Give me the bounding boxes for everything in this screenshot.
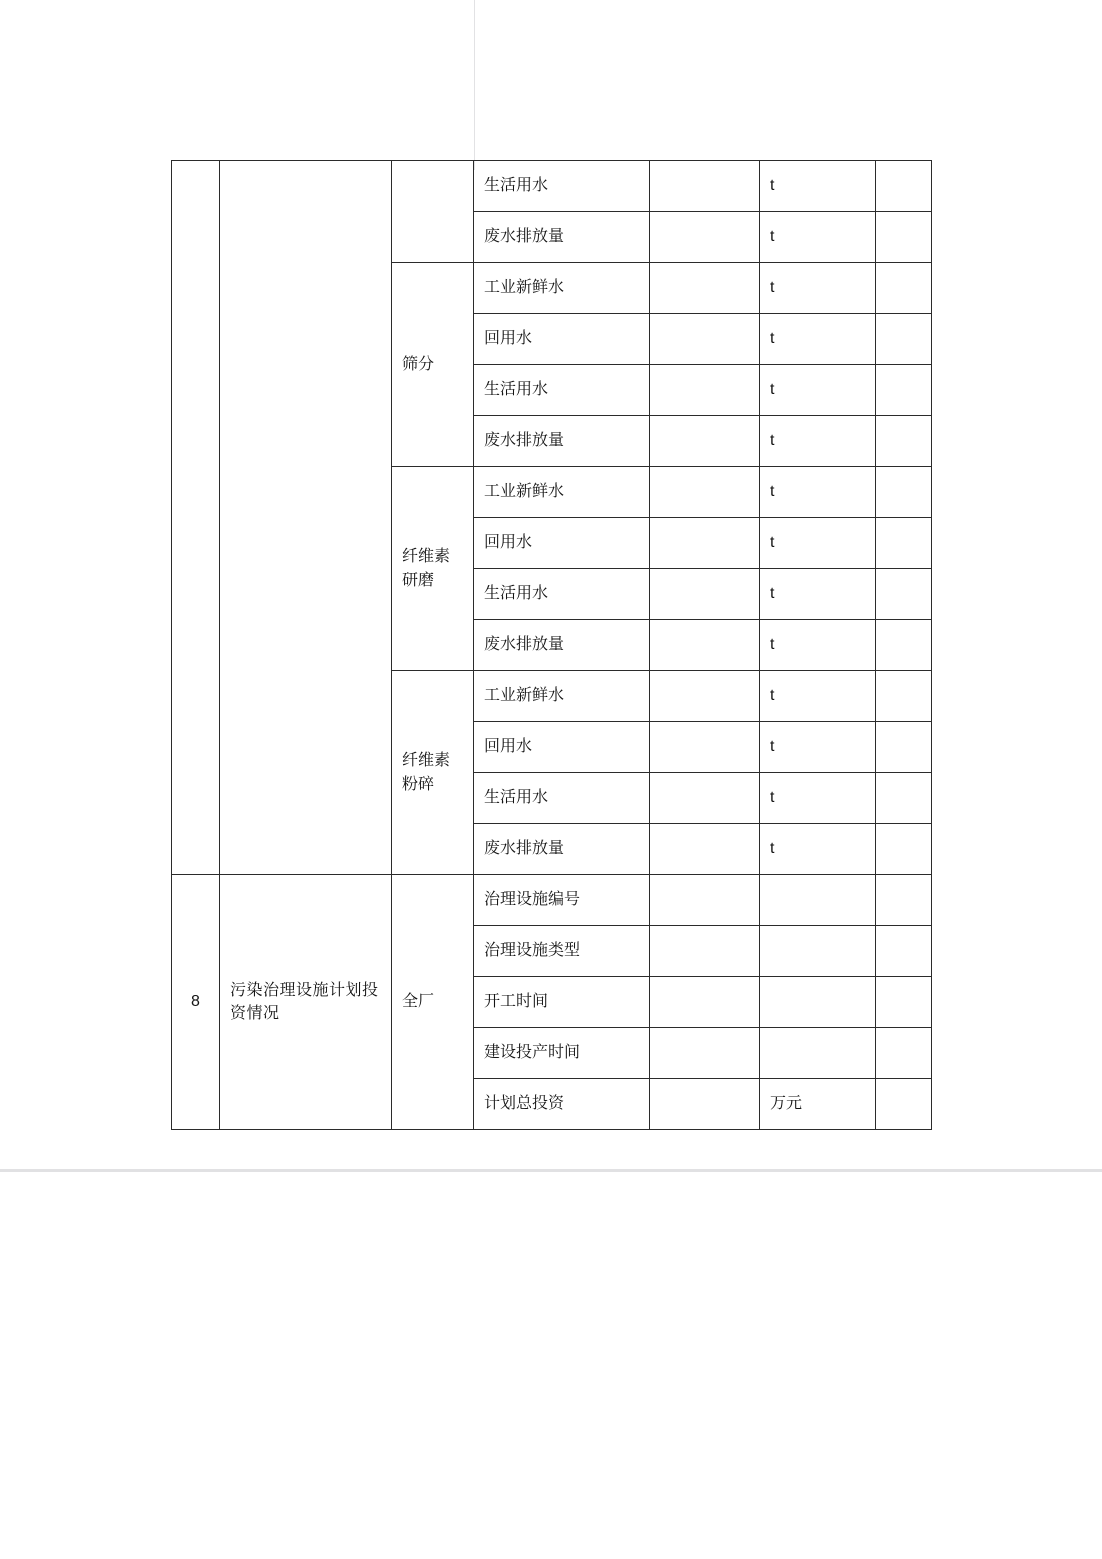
row-value-cell[interactable] (650, 467, 760, 518)
row-remark-cell[interactable] (876, 722, 932, 773)
row-unit-cell (760, 926, 876, 977)
row-stage-cell (392, 161, 474, 263)
scan-artifact-line (0, 1169, 1102, 1172)
row-unit-cell: t (760, 569, 876, 620)
row-unit-cell: 万元 (760, 1079, 876, 1130)
row-no-cell (172, 161, 220, 875)
row-param-cell: 生活用水 (474, 773, 650, 824)
row-value-cell[interactable] (650, 263, 760, 314)
row-unit-cell (760, 977, 876, 1028)
row-value-cell[interactable] (650, 1028, 760, 1079)
row-value-cell[interactable] (650, 1079, 760, 1130)
row-remark-cell[interactable] (876, 977, 932, 1028)
row-unit-cell: t (760, 263, 876, 314)
row-value-cell[interactable] (650, 416, 760, 467)
row-value-cell[interactable] (650, 518, 760, 569)
row-unit-cell (760, 1028, 876, 1079)
row-param-cell: 废水排放量 (474, 824, 650, 875)
row-unit-cell: t (760, 824, 876, 875)
row-unit-cell: t (760, 467, 876, 518)
row-stage-cell-cellulose-grinding (392, 467, 474, 671)
row-remark-cell[interactable] (876, 875, 932, 926)
row-value-cell[interactable] (650, 620, 760, 671)
item-label-line1: 污染治理设施计划 (230, 981, 363, 999)
stage-label-line1: 纤维素 (402, 548, 451, 566)
row-remark-cell[interactable] (876, 1079, 932, 1130)
page-fold-line (474, 0, 475, 170)
row-param-cell: 建设投产时间 (474, 1028, 650, 1079)
row-item-cell (220, 161, 392, 875)
table-body (172, 161, 932, 1130)
row-param-cell: 生活用水 (474, 365, 650, 416)
row-value-cell[interactable] (650, 875, 760, 926)
row-param-cell: 废水排放量 (474, 212, 650, 263)
row-param-cell: 生活用水 (474, 161, 650, 212)
row-unit-cell: t (760, 671, 876, 722)
row-remark-cell[interactable] (876, 1028, 932, 1079)
row-remark-cell[interactable] (876, 569, 932, 620)
row-param-cell: 回用水 (474, 722, 650, 773)
row-value-cell[interactable] (650, 569, 760, 620)
emission-parameters-table (171, 160, 932, 1130)
row-param-cell: 计划总投资 (474, 1079, 650, 1130)
row-value-cell[interactable] (650, 773, 760, 824)
row-value-cell[interactable] (650, 671, 760, 722)
row-param-cell: 治理设施编号 (474, 875, 650, 926)
row-param-cell: 开工时间 (474, 977, 650, 1028)
row-unit-cell: t (760, 620, 876, 671)
item-label-line2: 投资情况 (230, 981, 379, 1022)
row-unit-cell (760, 875, 876, 926)
table-row (172, 161, 932, 212)
row-value-cell[interactable] (650, 365, 760, 416)
row-remark-cell[interactable] (876, 824, 932, 875)
row-remark-cell[interactable] (876, 467, 932, 518)
row-value-cell[interactable] (650, 161, 760, 212)
row-param-cell: 工业新鲜水 (474, 671, 650, 722)
row-value-cell[interactable] (650, 977, 760, 1028)
row-param-cell: 工业新鲜水 (474, 263, 650, 314)
row-param-cell: 生活用水 (474, 569, 650, 620)
row-unit-cell: t (760, 314, 876, 365)
row-unit-cell: t (760, 365, 876, 416)
row-remark-cell[interactable] (876, 365, 932, 416)
row-no-cell-section8: 8 (172, 875, 220, 1130)
row-unit-cell: t (760, 518, 876, 569)
row-param-cell: 废水排放量 (474, 620, 650, 671)
row-param-cell: 回用水 (474, 518, 650, 569)
row-value-cell[interactable] (650, 926, 760, 977)
row-stage-cell-sieving: 筛分 (392, 263, 474, 467)
row-value-cell[interactable] (650, 824, 760, 875)
stage-label-line1: 纤维素 (402, 752, 451, 770)
row-item-cell-section8 (220, 875, 392, 1130)
row-value-cell[interactable] (650, 722, 760, 773)
row-value-cell[interactable] (650, 212, 760, 263)
row-unit-cell: t (760, 773, 876, 824)
row-unit-cell: t (760, 212, 876, 263)
row-param-cell: 治理设施类型 (474, 926, 650, 977)
row-param-cell: 工业新鲜水 (474, 467, 650, 518)
row-remark-cell[interactable] (876, 161, 932, 212)
row-param-cell: 回用水 (474, 314, 650, 365)
row-remark-cell[interactable] (876, 263, 932, 314)
table-row (172, 875, 932, 926)
document-page (171, 160, 931, 1130)
row-value-cell[interactable] (650, 314, 760, 365)
row-remark-cell[interactable] (876, 518, 932, 569)
row-remark-cell[interactable] (876, 671, 932, 722)
row-remark-cell[interactable] (876, 416, 932, 467)
row-remark-cell[interactable] (876, 773, 932, 824)
row-stage-cell-cellulose-crushing (392, 671, 474, 875)
row-unit-cell: t (760, 722, 876, 773)
row-stage-cell-whole-plant: 全厂 (392, 875, 474, 1130)
stage-label-line2: 粉碎 (402, 775, 435, 793)
row-remark-cell[interactable] (876, 314, 932, 365)
row-unit-cell: t (760, 161, 876, 212)
row-remark-cell[interactable] (876, 926, 932, 977)
row-remark-cell[interactable] (876, 212, 932, 263)
row-unit-cell: t (760, 416, 876, 467)
row-param-cell: 废水排放量 (474, 416, 650, 467)
stage-label-line2: 研磨 (402, 571, 435, 589)
row-remark-cell[interactable] (876, 620, 932, 671)
